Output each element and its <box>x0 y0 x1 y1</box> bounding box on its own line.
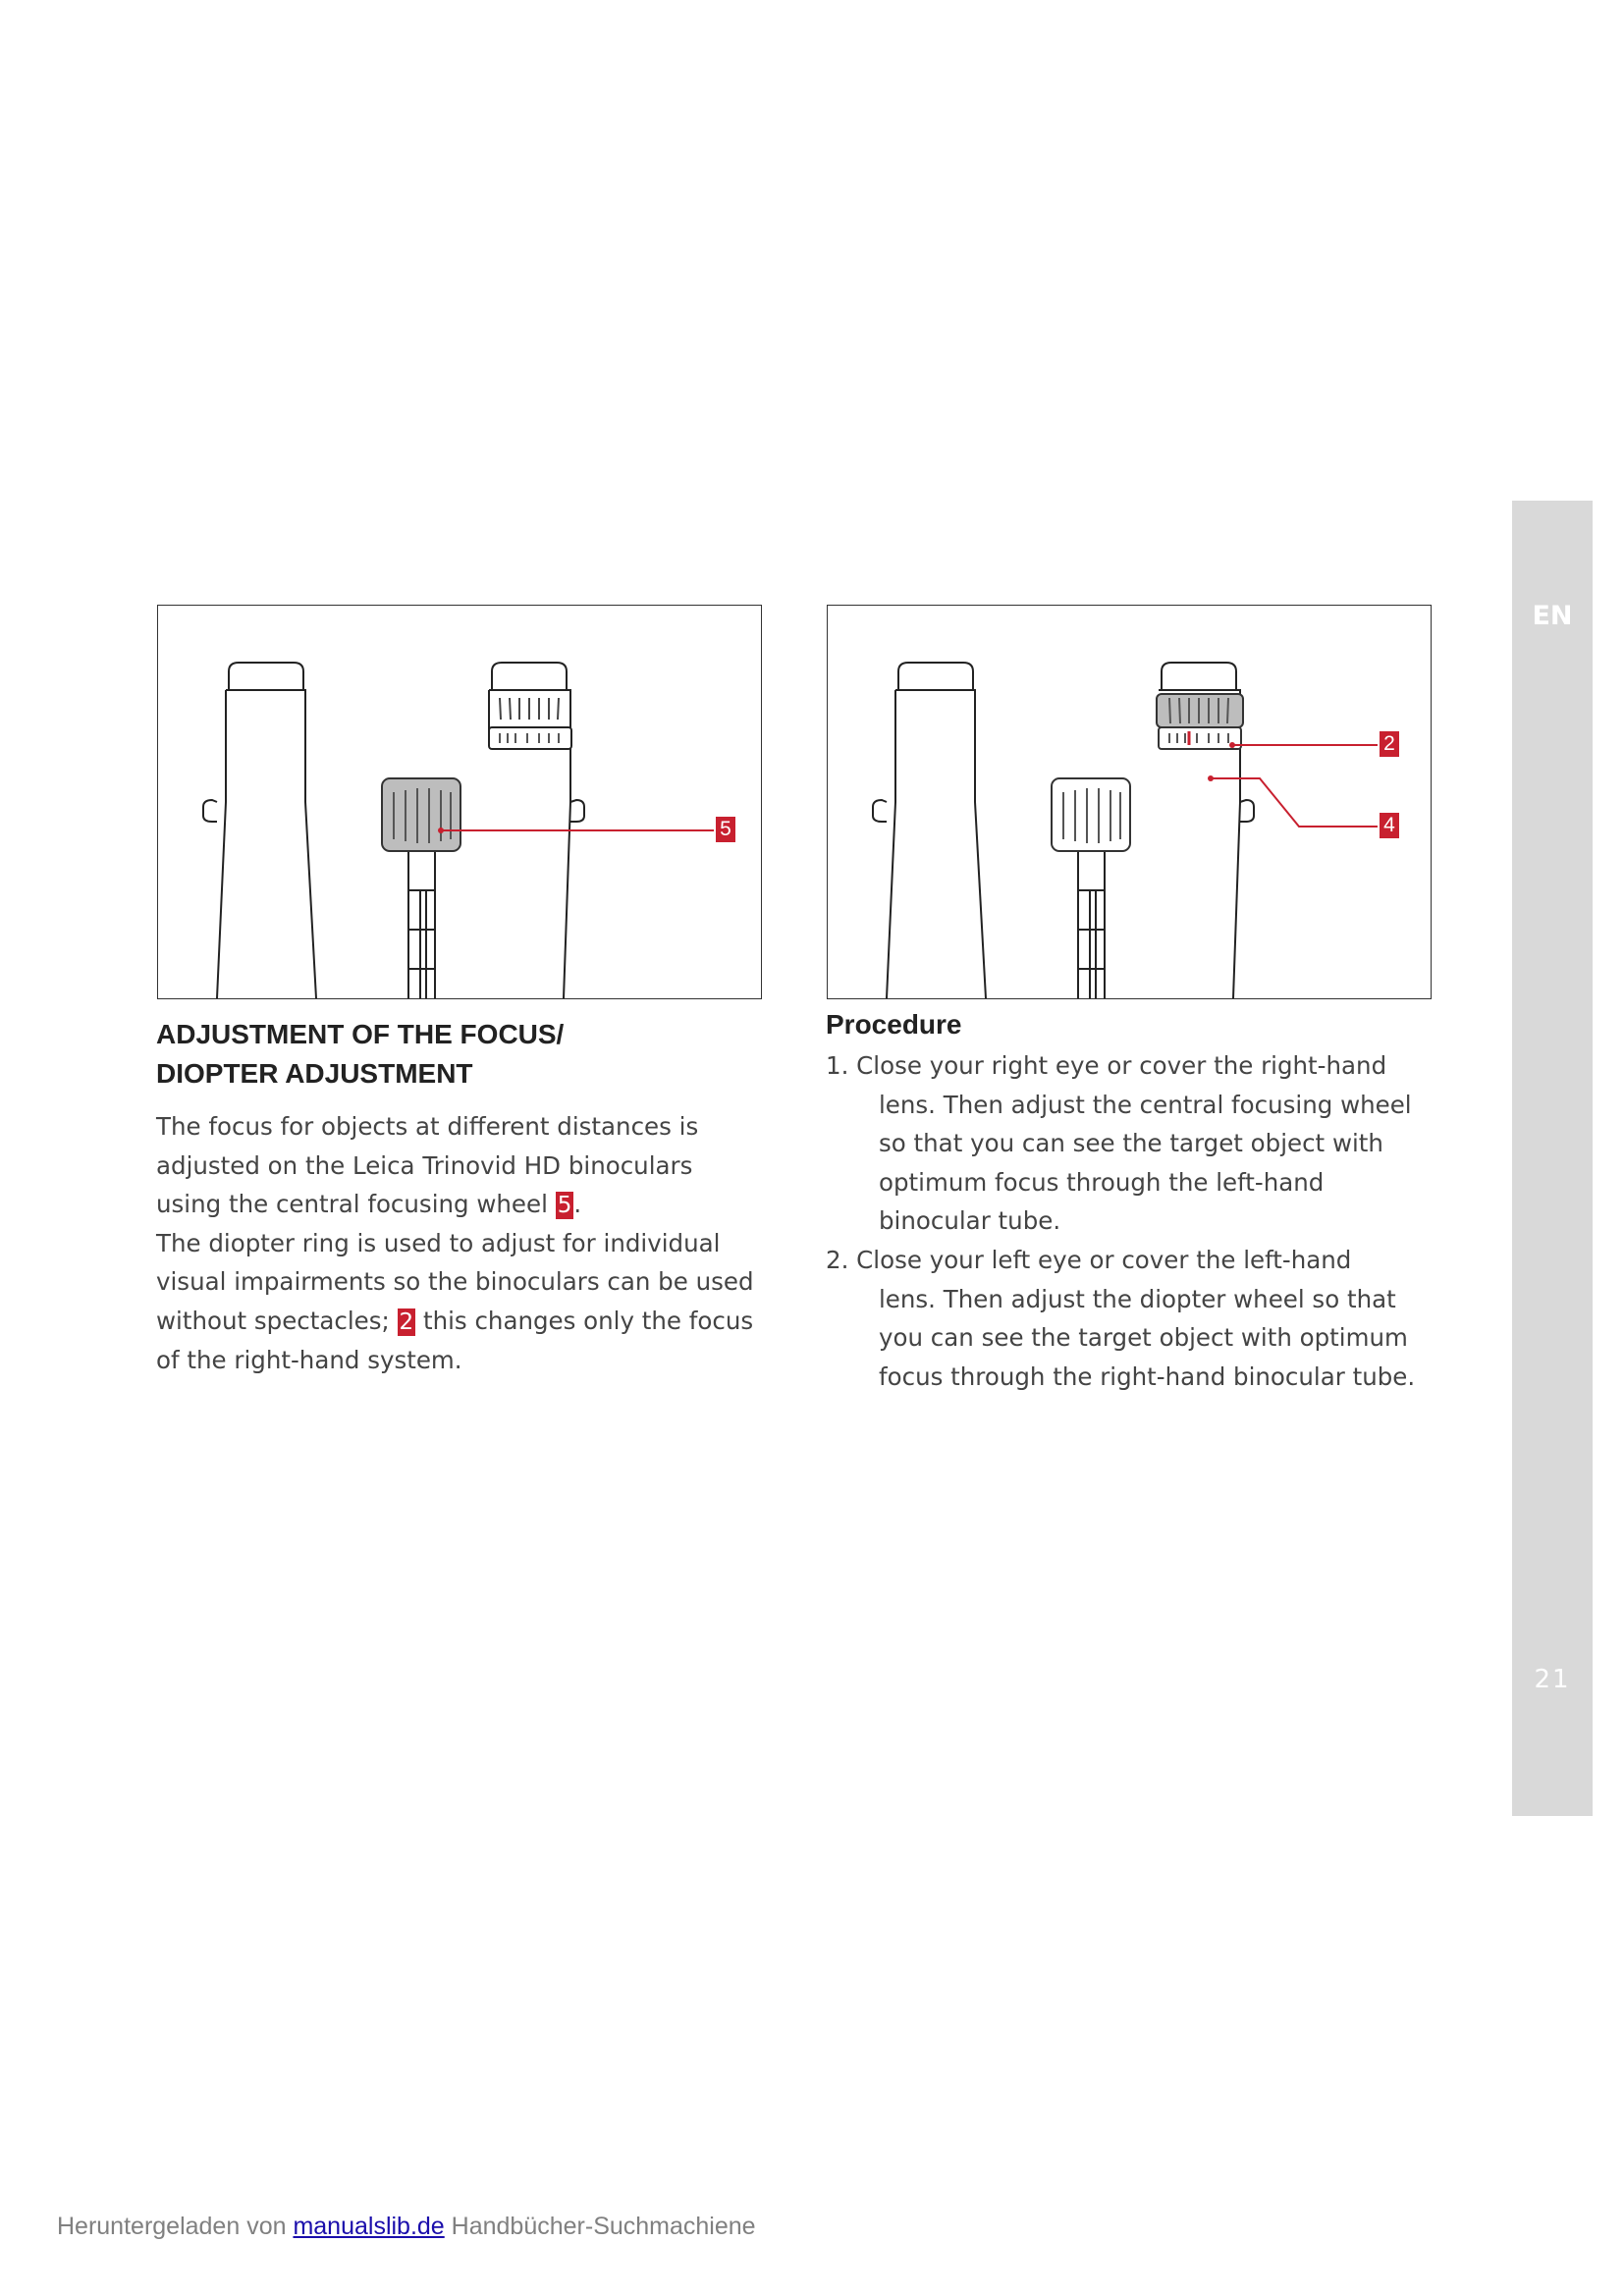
heading-line: ADJUSTMENT OF THE FOCUS/ <box>156 1019 565 1049</box>
paragraph-text: without spectacles; <box>156 1306 398 1335</box>
paragraph-line: visual impairments so the binoculars can be used <box>156 1267 754 1297</box>
step-line: you can see the target object with optimum <box>879 1323 1408 1353</box>
ref-badge-focus-wheel: 5 <box>557 1193 572 1219</box>
step-line: 1. Close your right eye or cover the right-hand <box>826 1051 1387 1080</box>
paragraph-text: using the central focusing wheel <box>156 1190 556 1219</box>
paragraph-line: The diopter ring is used to adjust for individual <box>156 1228 721 1257</box>
section-heading <box>156 1015 765 1094</box>
paragraph-line: adjusted on the Leica Trinovid HD binoculars <box>156 1150 693 1180</box>
figure-diopter <box>827 605 1432 999</box>
paragraph-text: . <box>573 1190 582 1219</box>
manualslib-link[interactable]: manualslib.de <box>293 2213 445 2240</box>
download-footer <box>57 2213 756 2241</box>
callout-diopter-ring: 2 <box>1380 731 1399 757</box>
binoculars-focus-illustration <box>158 606 763 1000</box>
step-line: focus through the right-hand binocular tube. <box>879 1362 1416 1391</box>
paragraph-line <box>156 1302 785 1341</box>
paragraph-line: of the right-hand system. <box>156 1345 462 1374</box>
figure-focus-wheel <box>157 605 762 999</box>
callout-diopter-scale: 4 <box>1380 813 1399 838</box>
language-label: EN <box>1532 601 1573 631</box>
heading-line: DIOPTER ADJUSTMENT <box>156 1058 473 1089</box>
footer-suffix: Handbücher-Suchmachiene <box>444 2213 756 2240</box>
footer-prefix: Heruntergeladen von <box>57 2213 294 2240</box>
language-tab <box>1512 501 1593 1816</box>
callout-focus-wheel: 5 <box>716 817 735 842</box>
paragraph-line: The focus for objects at different distances is <box>156 1112 699 1141</box>
procedure-steps <box>826 1046 1435 1396</box>
step-line: 2. Close your left eye or cover the left-hand <box>826 1245 1352 1274</box>
binoculars-diopter-illustration <box>828 606 1433 1000</box>
step-line: so that you can see the target object with <box>879 1129 1383 1158</box>
section-paragraph <box>156 1107 785 1379</box>
procedure-title: Procedure <box>826 1009 962 1040</box>
step-line: lens. Then adjust the central focusing wheel <box>879 1090 1412 1119</box>
paragraph-text: this changes only the focus <box>415 1306 754 1335</box>
page-number: 21 <box>1534 1665 1571 1694</box>
step-line: binocular tube. <box>879 1206 1061 1236</box>
step-line: optimum focus through the left-hand <box>879 1167 1325 1197</box>
ref-badge-diopter: 2 <box>399 1308 414 1335</box>
paragraph-line <box>156 1185 785 1224</box>
step-line: lens. Then adjust the diopter wheel so that <box>879 1284 1396 1313</box>
